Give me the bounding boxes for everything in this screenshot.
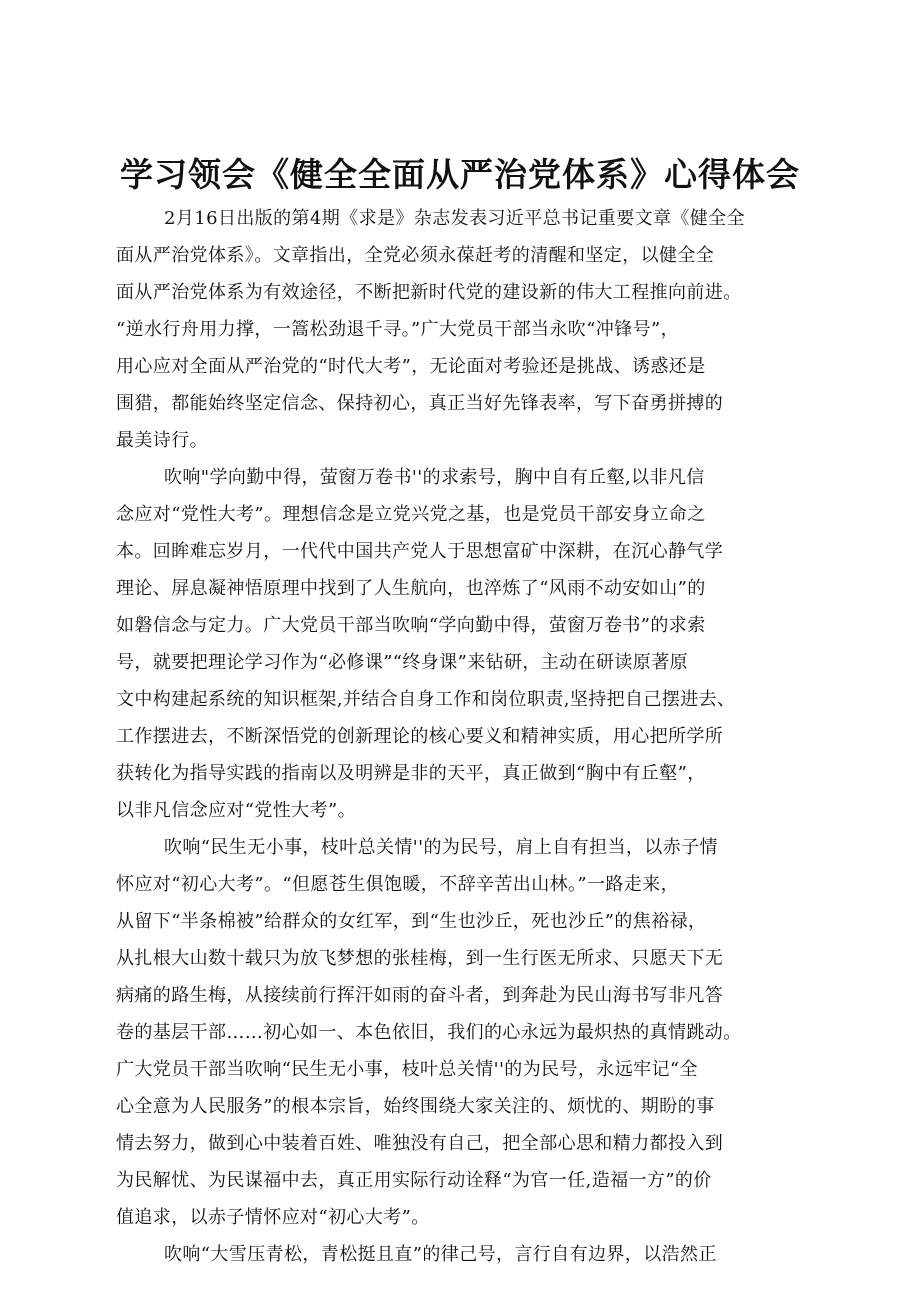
paragraph-1 — [116, 200, 840, 459]
paragraph-line: 理论、屏息凝神悟原理中找到了人生航向，也淬炼了“风雨不动安如山”的 — [116, 578, 706, 599]
document-body — [116, 200, 840, 1273]
paragraph-line: 最美诗行。 — [116, 430, 208, 451]
paragraph-line: 怀应对“初心大考”。“但愿苍生俱饱暖，不辞辛苦出山林。”一路走来， — [116, 874, 680, 895]
paragraph-line: 工作摆进去，不断深悟党的创新理论的核心要义和精神实质，用心把所学所 — [116, 726, 724, 747]
document-title: 学习领会《健全全面从严治党体系》心得体会 — [120, 155, 800, 195]
paragraph-line: 从扎根大山数十载只为放飞梦想的张桂梅，到一生行医无所求、只愿天下无 — [116, 948, 724, 969]
paragraph-line: 值追求，以赤子情怀应对“初心大考”。 — [116, 1207, 430, 1228]
paragraph-line: 吹响"学向勤中得，萤窗万卷书''的求索号，胸中自有丘壑,以非凡信 — [164, 467, 705, 488]
paragraph-line: 从留下“半条棉被”给群众的女红军，到“生也沙丘，死也沙丘”的焦裕禄， — [116, 911, 707, 932]
paragraph-line: 心全意为人民服务”的根本宗旨，始终围绕大家关注的、烦忧的、期盼的事 — [116, 1096, 715, 1117]
paragraph-line: 以非凡信念应对“党性大考”。 — [116, 800, 357, 821]
paragraph-line: 吹响“民生无小事，枝叶总关情''的为民号，肩上自有担当，以赤子情 — [164, 837, 718, 858]
paragraph-line: 如磐信念与定力。广大党员干部当吹响“学向勤中得，萤窗万卷书”的求索 — [116, 615, 706, 636]
paragraph-line: 号，就要把理论学习作为“必修课”“终身课”来钻研，主动在研读原著原 — [116, 652, 689, 673]
paragraph-line: 获转化为指导实践的指南以及明辨是非的天平，真正做到“胸中有丘壑”， — [116, 763, 706, 784]
paragraph-line: 广大党员干部当吹响“民生无小事，枝叶总关情''的为民号，永远牢记“全 — [116, 1059, 698, 1080]
paragraph-line: 吹响“大雪压青松，青松挺且直”的律己号，言行自有边界，以浩然正 — [164, 1244, 717, 1265]
paragraph-line: 病痛的路生梅，从接续前行挥汗如雨的奋斗者，到奔赴为民山海书写非凡答 — [116, 985, 724, 1006]
paragraph-line: 为民解忧、为民谋福中去，真正用实际行动诠释“为官一任,造福一方”的价 — [116, 1170, 712, 1191]
paragraph-line: 文中构建起系统的知识框架,并结合自身工作和岗位职责,坚持把自己摆进去、 — [116, 689, 736, 710]
paragraph-line: 围猎，都能始终坚定信念、保持初心，真正当好先锋表率，写下奋勇拼搏的 — [116, 393, 724, 414]
paragraph-line: 本。回眸难忘岁月，一代代中国共产党人于思想富矿中深耕，在沉心静气学 — [116, 541, 724, 562]
paragraph-line: 面从严治党体系为有效途径，不断把新时代党的建设新的伟大工程推向前进。 — [116, 282, 742, 303]
paragraph-line: 面从严治党体系》。文章指出，全党必须永葆赶考的清醒和坚定，以健全全 — [116, 245, 715, 266]
paragraph-4 — [116, 1236, 840, 1273]
paragraph-line: 用心应对全面从严治党的“时代大考”，无论面对考验还是挑战、诱惑还是 — [116, 356, 706, 377]
paragraph-line: 情去努力，做到心中装着百姓、唯独没有自己，把全部心思和精力都投入到 — [116, 1133, 724, 1154]
paragraph-2 — [116, 459, 840, 829]
paragraph-3 — [116, 829, 840, 1236]
paragraph-line: 念应对“党性大考”。理想信念是立党兴党之基，也是党员干部安身立命之 — [116, 504, 706, 525]
paragraph-line: “逆水行舟用力撑，一篙松劲退千寻。”广大党员干部当永吹“冲锋号”， — [116, 319, 680, 340]
paragraph-line: 卷的基层干部……初心如一、本色依旧，我们的心永远为最炽热的真情跳动。 — [116, 1022, 742, 1043]
paragraph-line: 2月16日出版的第4期《求是》杂志发表习近平总书记重要文章《健全全 — [164, 208, 746, 229]
